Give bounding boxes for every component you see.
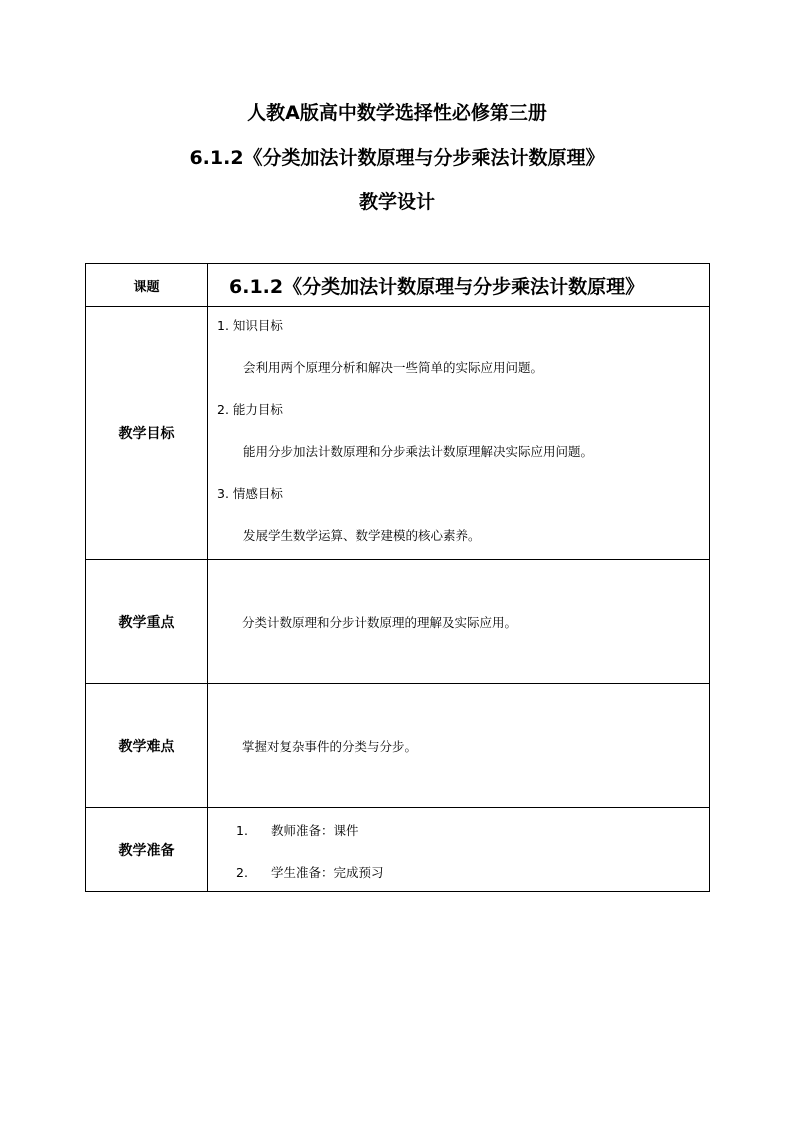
key-points-label: 教学重点 bbox=[86, 560, 208, 684]
objective-ability-text: 能用分步加法计数原理和分步乘法计数原理解决实际应用问题。 bbox=[243, 444, 594, 459]
objective-ability-heading: 2. 能力目标 bbox=[217, 402, 283, 417]
difficulties-label: 教学难点 bbox=[86, 684, 208, 808]
lesson-plan-table bbox=[85, 263, 710, 892]
objective-emotion-text: 发展学生数学运算、数学建模的核心素养。 bbox=[243, 528, 481, 543]
topic-value: 6.1.2《分类加法计数原理与分步乘法计数原理》 bbox=[208, 264, 710, 307]
difficulties-value: 掌握对复杂事件的分类与分步。 bbox=[208, 684, 710, 808]
title-textbook: 人教A版高中数学选择性必修第三册 bbox=[247, 102, 547, 124]
preparation-item-student: 学生准备：完成预习 bbox=[271, 865, 384, 880]
preparation-label: 教学准备 bbox=[86, 808, 208, 892]
row-objectives bbox=[86, 307, 710, 560]
objective-emotion-heading: 3. 情感目标 bbox=[217, 486, 283, 501]
objectives-label: 教学目标 bbox=[86, 307, 208, 560]
row-preparation bbox=[86, 808, 710, 892]
document-title bbox=[0, 104, 794, 212]
row-topic bbox=[86, 264, 710, 307]
row-difficulties bbox=[86, 684, 710, 808]
row-key-points bbox=[86, 560, 710, 684]
list-item bbox=[208, 865, 709, 881]
title-doc-type: 教学设计 bbox=[358, 191, 435, 213]
objective-knowledge-heading: 1. 知识目标 bbox=[217, 318, 283, 333]
preparation-item-number: 1. bbox=[236, 823, 248, 838]
preparation-content bbox=[208, 808, 710, 892]
objective-knowledge-text: 会利用两个原理分析和解决一些简单的实际应用问题。 bbox=[243, 360, 544, 375]
topic-label: 课题 bbox=[86, 264, 208, 307]
preparation-item-number: 2. bbox=[236, 865, 248, 880]
key-points-value: 分类计数原理和分步计数原理的理解及实际应用。 bbox=[208, 560, 710, 684]
preparation-item-teacher: 教师准备：课件 bbox=[271, 823, 359, 838]
objectives-content bbox=[208, 307, 710, 560]
title-lesson: 6.1.2《分类加法计数原理与分步乘法计数原理》 bbox=[189, 147, 605, 169]
list-item bbox=[208, 823, 709, 839]
